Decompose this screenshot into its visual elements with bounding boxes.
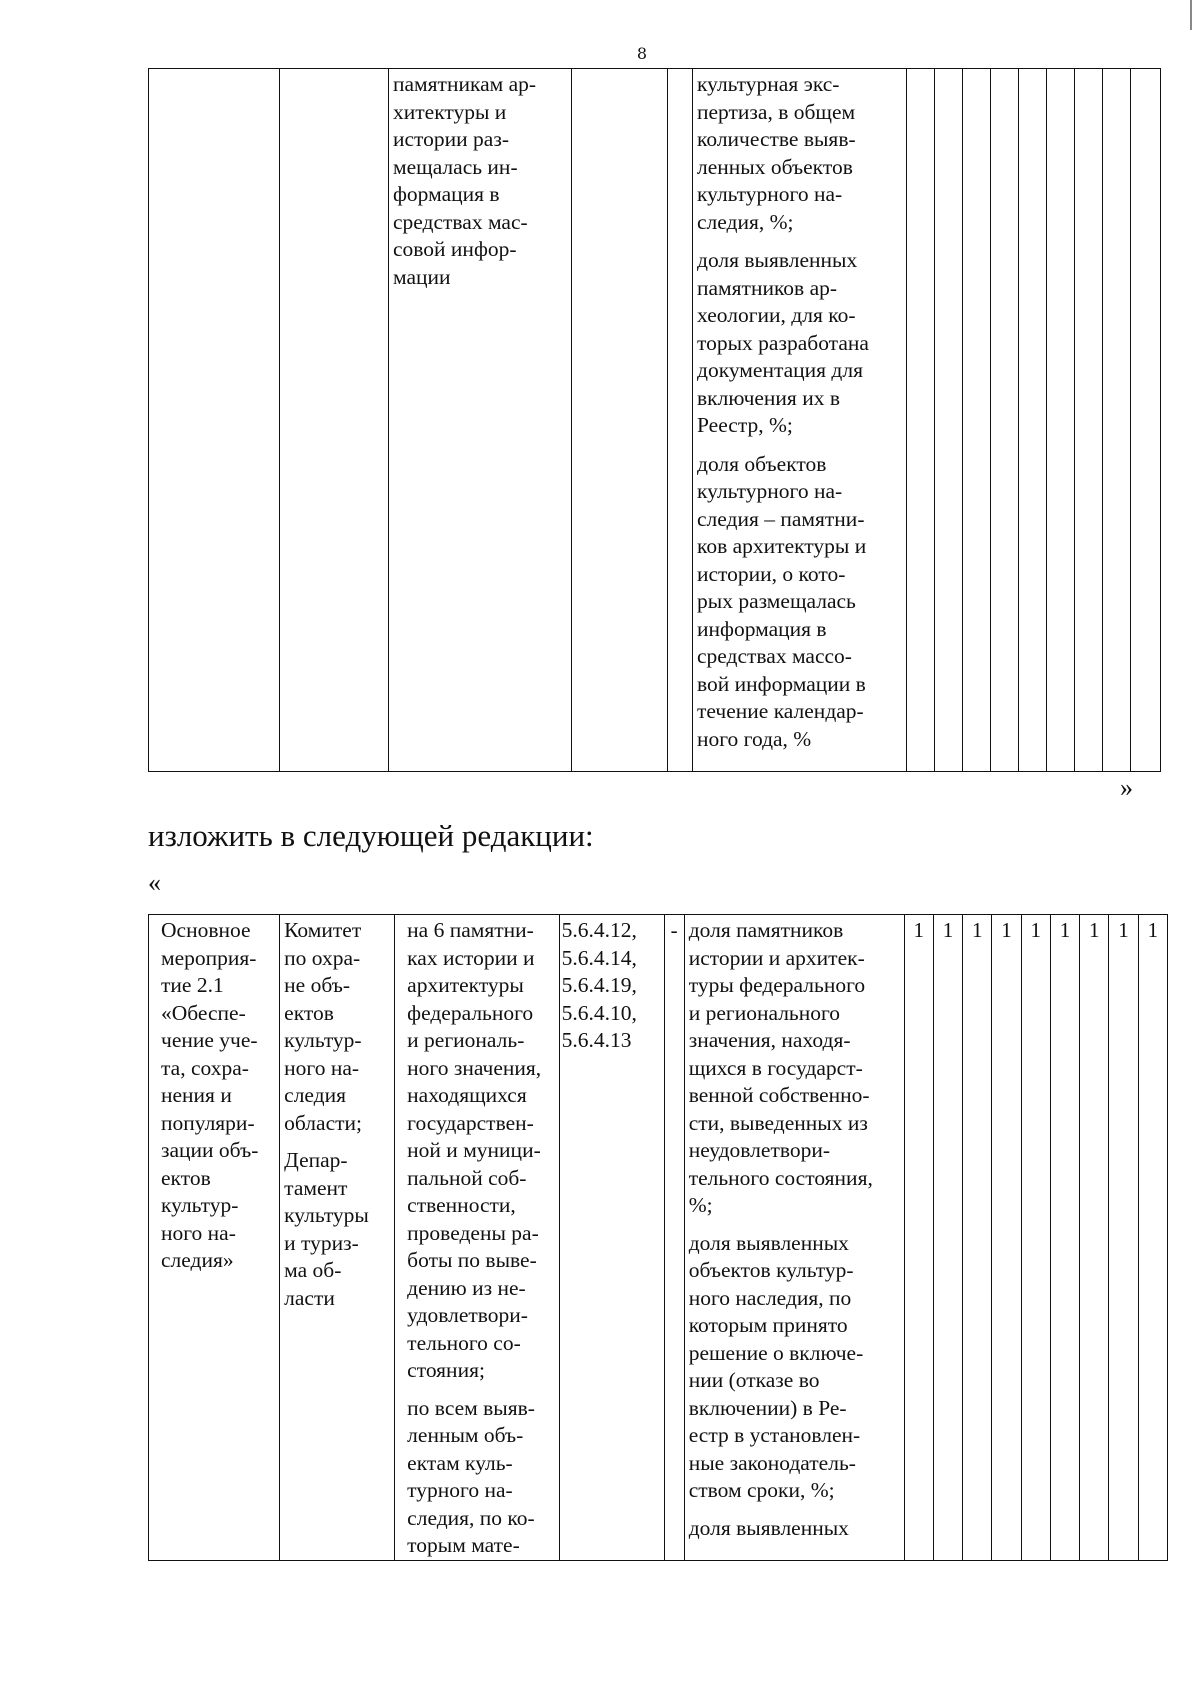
dash-cell (664, 915, 684, 1561)
indicator-line: истории и архитек- (688, 945, 865, 970)
top-indicator-line: вой информации в (697, 671, 866, 696)
indicator-line: доля выявленных (688, 1230, 849, 1255)
value-cell (904, 915, 933, 1561)
indicator-paragraph (689, 917, 900, 1220)
result-line: боты по выве- (407, 1248, 537, 1272)
executor-line: ного на- (284, 1055, 360, 1080)
result-line: ной и муници- (407, 1138, 541, 1162)
result-paragraph (407, 1395, 554, 1560)
result-line: турного на- (407, 1478, 513, 1502)
measure-line: ного на- (161, 1220, 236, 1245)
executor-line: культур- (284, 1028, 362, 1052)
top-value-cell (1075, 69, 1103, 772)
result-line: пальной соб- (407, 1165, 527, 1190)
top-indicator-line: рых размещалась (697, 589, 856, 613)
measure-line: нения и (161, 1083, 232, 1107)
measure-line: популяри- (161, 1110, 255, 1135)
indicator-line: щихся в государст- (688, 1055, 863, 1080)
indicator-line: доля выявленных (688, 1515, 849, 1540)
top-indicator-line: Реестр, %; (697, 413, 793, 437)
executor-line: по охра- (284, 945, 361, 970)
top-indicator-line: ного года, % (697, 726, 812, 751)
result-line: по всем выяв- (407, 1395, 535, 1420)
top-indicator-line: документация для (697, 358, 863, 382)
top-indicator-line: ков архитектуры и (697, 534, 867, 558)
value-4: 1 (1001, 918, 1012, 942)
edit-instruction: изложить в следующей редакции: (148, 818, 594, 853)
measure-line: тие 2.1 (161, 973, 224, 997)
top-indicator-line: следия, %; (697, 209, 794, 234)
top-value-cell (1131, 69, 1161, 772)
result-paragraph (407, 917, 554, 1385)
value-8: 1 (1118, 918, 1129, 942)
executor-line: не объ- (284, 973, 351, 997)
top-indicator-line: ленных объектов (697, 154, 853, 179)
indicator-line: венной собственно- (688, 1083, 870, 1107)
indicator-line: которым принято (688, 1313, 848, 1337)
result-line: ленным объ- (407, 1423, 524, 1447)
code-line: 5.6.4.13 (561, 1028, 632, 1052)
executor-line: ласти (284, 1285, 335, 1310)
value-6: 1 (1059, 918, 1071, 942)
top-indicator-line: следия – памятни- (697, 506, 865, 531)
value-cell (1021, 915, 1050, 1561)
measure-line: ектов (161, 1165, 211, 1190)
executor-line: следия (284, 1083, 347, 1107)
top-indicator-paragraph (697, 451, 902, 754)
result-line: удовлетвори- (407, 1303, 528, 1327)
result-line: проведены ра- (407, 1220, 539, 1245)
executor-line: тамент (284, 1175, 348, 1200)
results-cell (395, 915, 559, 1561)
top-indicator-line: средствах массо- (697, 644, 852, 668)
code-line: 5.6.4.19, (561, 973, 637, 997)
measure-line: чение уче- (161, 1028, 258, 1052)
indicator-line: и регионального (688, 1000, 841, 1025)
top-empty-col-4 (572, 69, 668, 772)
indicator-line: доля памятников (688, 918, 844, 942)
executors-cell (280, 915, 395, 1561)
top-indicator-line: памятников ар- (697, 275, 838, 300)
value-cell (963, 915, 992, 1561)
opening-quote: « (148, 868, 161, 897)
indicator-paragraph (689, 1515, 900, 1543)
activity-line: памятникам ар- (393, 72, 537, 96)
result-line: торым мате- (407, 1533, 520, 1557)
scan-edge-mark (1190, 0, 1192, 30)
value-cell (1080, 915, 1109, 1561)
measure-line: следия» (161, 1248, 234, 1272)
indicator-line: нии (отказе во (688, 1368, 820, 1392)
measure-line: зации объ- (161, 1138, 259, 1162)
executor-line: ма об- (284, 1258, 342, 1282)
measure-line: мероприя- (161, 945, 257, 970)
indicator-line: включении) в Ре- (688, 1395, 847, 1420)
executor-line: ектов (284, 1000, 334, 1025)
activity-line: средствах мас- (393, 209, 528, 234)
top-indicator-line: доля выявленных (697, 248, 858, 272)
code-line: 5.6.4.12, (561, 918, 637, 942)
top-empty-col-2 (280, 69, 389, 772)
result-line: тельного со- (407, 1330, 521, 1355)
top-empty-col-5 (668, 69, 693, 772)
value-2: 1 (942, 918, 954, 942)
indicator-line: естр в установлен- (688, 1423, 861, 1447)
executor-line: культуры (284, 1203, 369, 1227)
activity-line: формация в (393, 182, 500, 206)
top-indicator-line: торых разработана (697, 330, 869, 355)
result-line: стояния; (407, 1358, 485, 1382)
top-indicator-line: доля объектов (697, 451, 827, 476)
top-indicator-paragraph (697, 71, 902, 236)
result-line: федерального (407, 1000, 534, 1025)
top-indicator-line: информация в (697, 616, 827, 641)
top-value-cell (963, 69, 991, 772)
closing-quote: » (1120, 773, 1133, 802)
top-indicator-line: хеологии, для ко- (697, 303, 856, 327)
value-cell (1138, 915, 1167, 1561)
result-line: ственности, (407, 1193, 516, 1217)
indicator-line: тельного состояния, (688, 1165, 873, 1190)
top-activity-cell (389, 69, 572, 772)
codes-cell (559, 915, 664, 1561)
executor-paragraph (284, 917, 390, 1137)
top-indicator-paragraph (697, 247, 902, 440)
code-line: 5.6.4.10, (561, 1000, 637, 1025)
top-value-cell (991, 69, 1019, 772)
value-1: 1 (913, 918, 925, 942)
indicator-line: сти, выведенных из (688, 1110, 868, 1135)
top-indicator-line: пертиза, в общем (697, 99, 856, 124)
code-line: 5.6.4.14, (561, 945, 637, 970)
value-cell (933, 915, 962, 1561)
activity-line: мещалась ин- (393, 154, 518, 179)
top-value-cell (907, 69, 935, 772)
activity-line: мации (393, 264, 451, 289)
bottom-indicators-cell (684, 915, 904, 1561)
top-value-cell (1047, 69, 1075, 772)
table-top (148, 68, 1161, 772)
indicator-line: ные законодатель- (688, 1450, 856, 1475)
top-value-cell (1019, 69, 1047, 772)
indicator-line: %; (688, 1193, 713, 1217)
measure-name-cell (149, 915, 280, 1561)
result-line: ного значения, (407, 1055, 542, 1080)
result-line: следия, по ко- (407, 1505, 535, 1530)
indicator-line: решение о включе- (688, 1340, 864, 1365)
top-indicator-line: культурного на- (697, 479, 843, 503)
measure-line: культур- (161, 1193, 239, 1217)
indicator-line: ного наследия, по (688, 1285, 852, 1310)
activity-line: совой инфор- (393, 237, 517, 261)
value-7: 1 (1089, 918, 1100, 942)
top-empty-col-1 (149, 69, 280, 772)
top-indicator-line: культурная экс- (697, 72, 840, 96)
executor-paragraph (284, 1147, 390, 1312)
result-line: государствен- (407, 1110, 534, 1135)
value-3: 1 (972, 918, 983, 942)
result-line: ках истории и (407, 945, 535, 970)
measure-line: «Обеспе- (161, 1000, 246, 1025)
result-line: на 6 памятни- (407, 918, 534, 942)
indicator-line: значения, находя- (688, 1028, 851, 1052)
indicator-line: объектов культур- (688, 1258, 854, 1282)
indicator-line: ством сроки, %; (688, 1478, 835, 1502)
top-value-cell (1103, 69, 1131, 772)
result-line: и региональ- (407, 1028, 525, 1052)
result-line: находящихся (407, 1083, 527, 1107)
executor-line: Депар- (284, 1148, 348, 1172)
executor-line: Комитет (284, 918, 362, 942)
table-bottom (148, 914, 1168, 1561)
dash-value: - (670, 918, 678, 942)
indicator-line: неудовлетвори- (688, 1138, 831, 1162)
result-line: дению из не- (407, 1275, 526, 1300)
result-line: архитектуры (407, 973, 524, 997)
measure-line: та, сохра- (161, 1055, 249, 1080)
measure-line: Основное (161, 918, 251, 942)
indicator-line: туры федерального (688, 973, 866, 997)
value-cell (1109, 915, 1138, 1561)
value-9: 1 (1147, 918, 1159, 942)
value-cell (1050, 915, 1079, 1561)
top-indicator-line: истории, о кото- (697, 561, 846, 586)
top-indicator-line: течение календар- (697, 699, 864, 723)
page-number: 8 (636, 44, 648, 63)
value-cell (992, 915, 1021, 1561)
executor-line: области; (284, 1110, 362, 1135)
result-line: ектам куль- (407, 1450, 513, 1475)
indicator-paragraph (689, 1230, 900, 1505)
top-indicator-line: включения их в (697, 385, 840, 410)
top-value-cell (935, 69, 963, 772)
executor-line: и туриз- (284, 1230, 359, 1255)
top-indicator-line: количестве выяв- (697, 127, 856, 151)
top-indicator-line: культурного на- (697, 182, 843, 206)
value-5: 1 (1030, 918, 1042, 942)
activity-line: хитектуры и (393, 99, 507, 124)
top-indicators-cell (693, 69, 907, 772)
activity-line: истории раз- (393, 127, 509, 151)
